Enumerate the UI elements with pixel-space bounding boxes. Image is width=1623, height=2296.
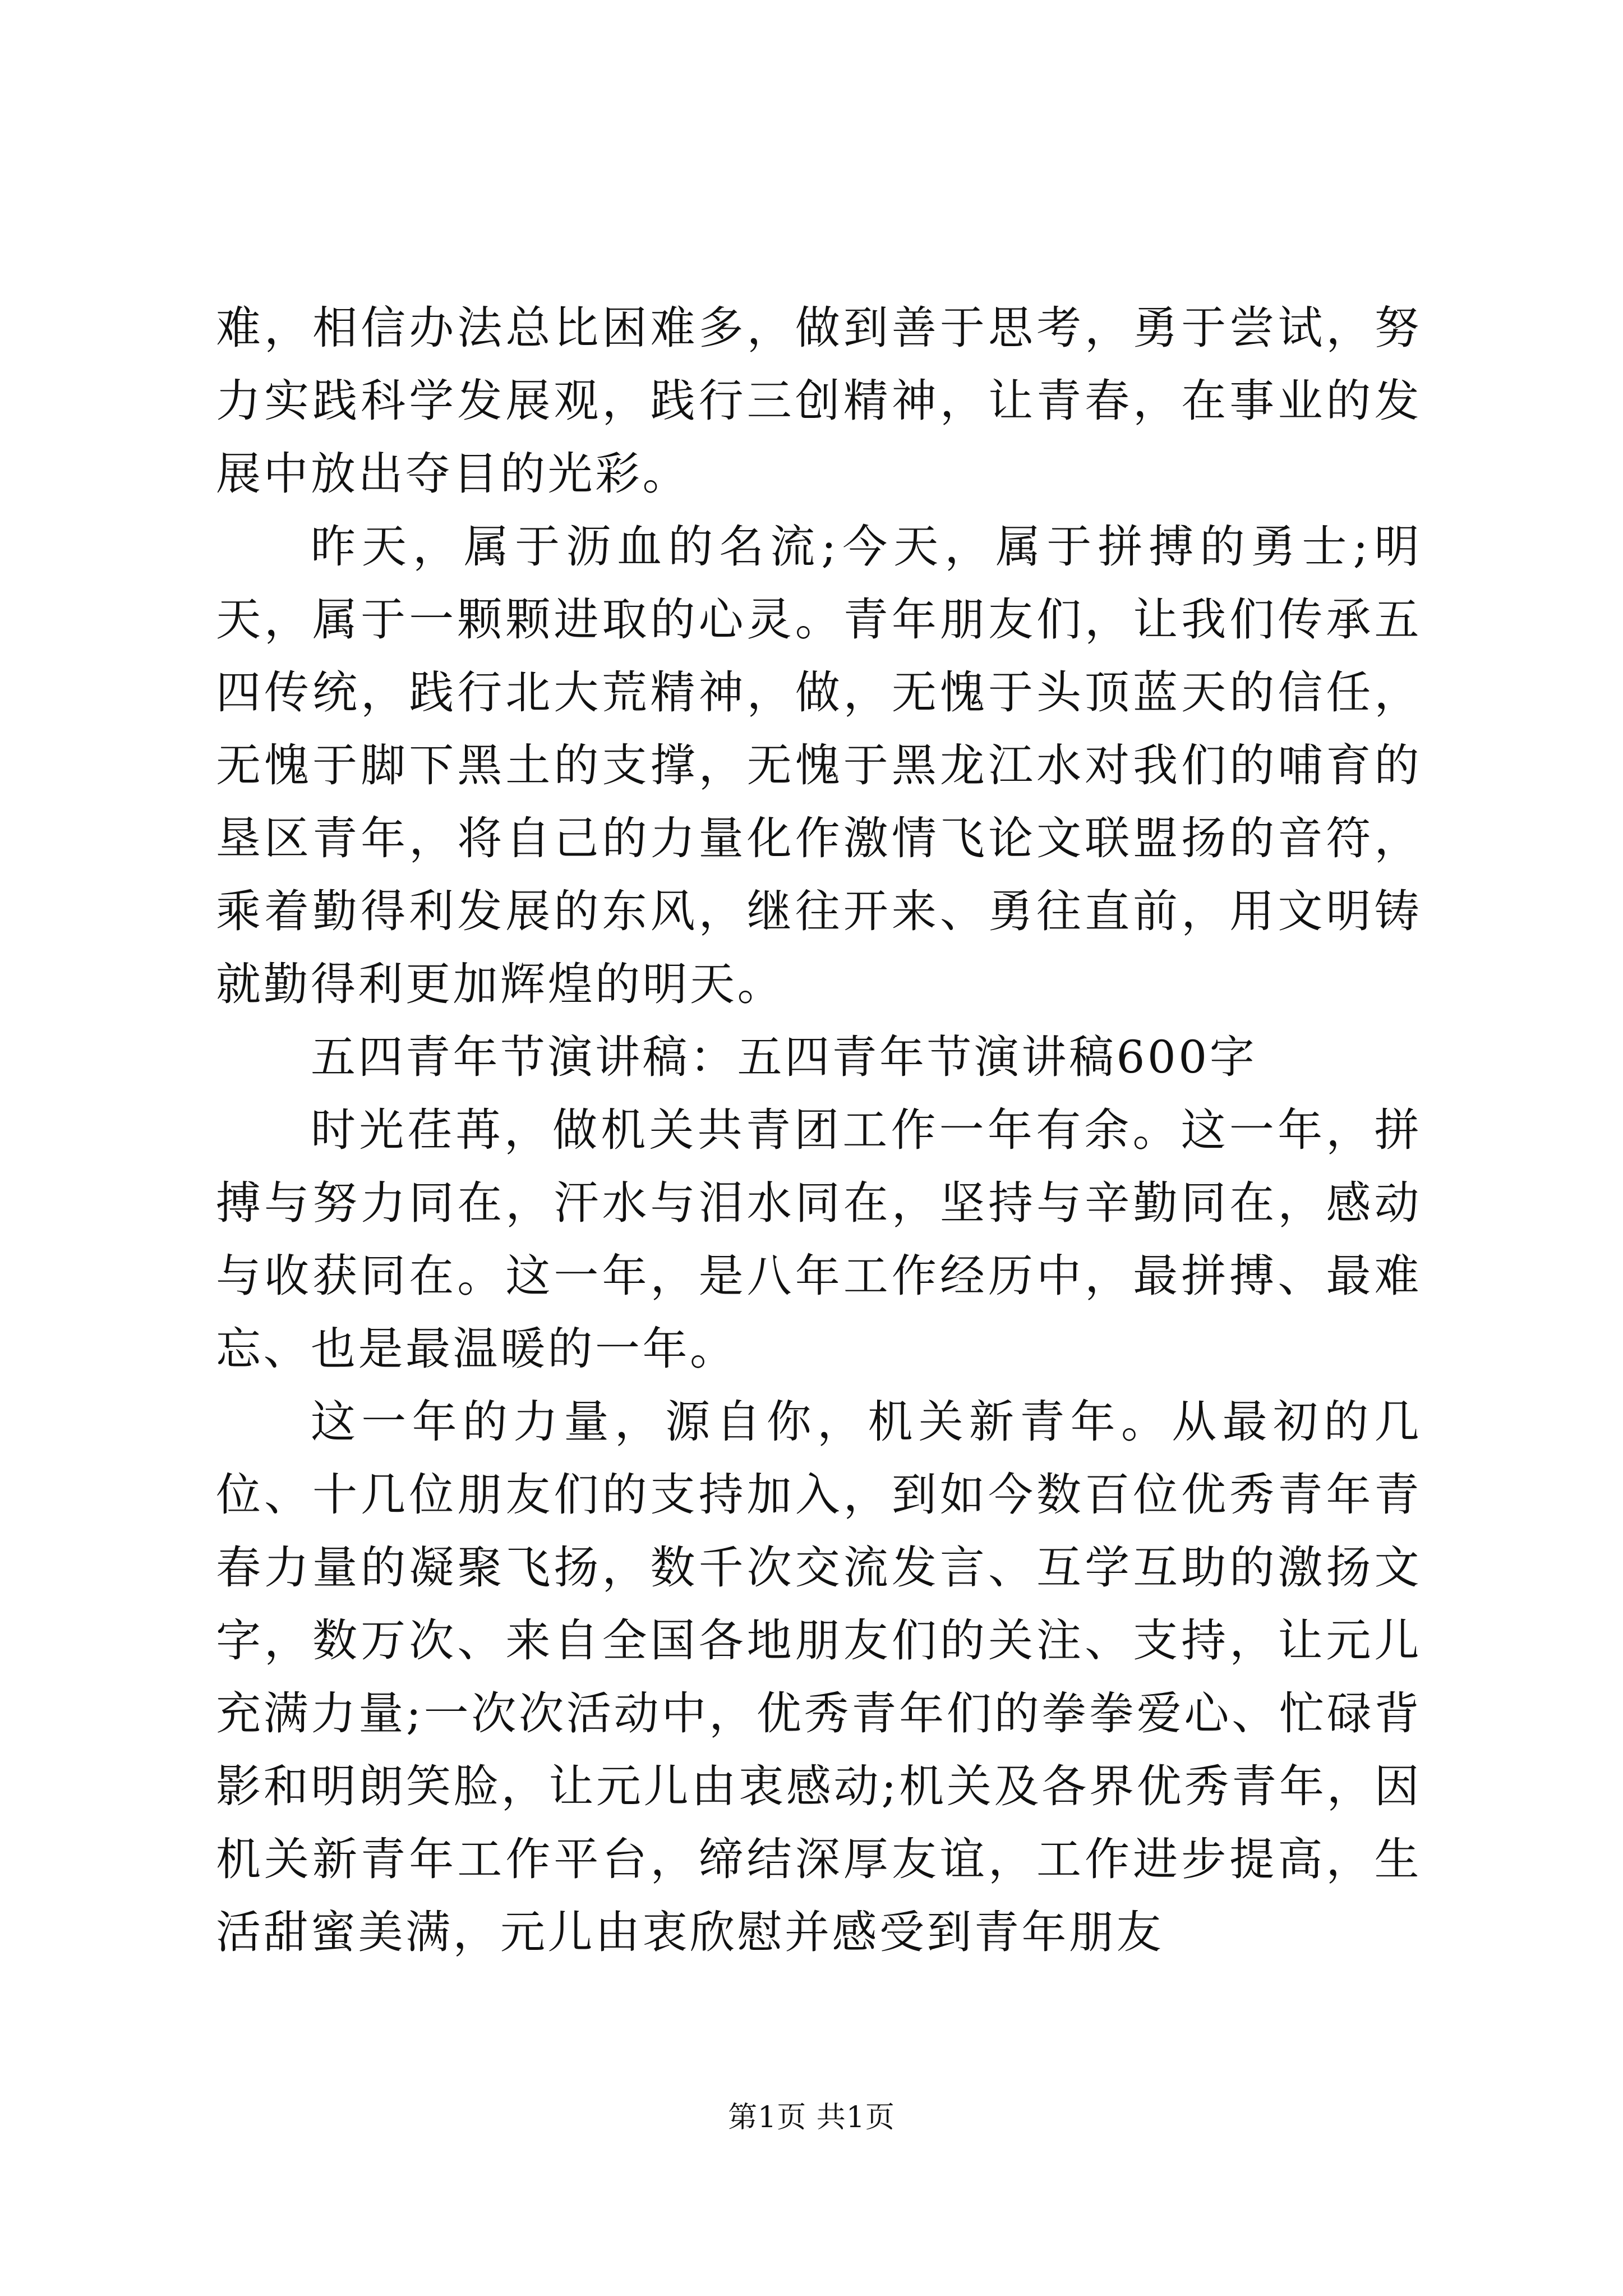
section-heading: 五四青年节演讲稿：五四青年节演讲稿600字 [311, 1031, 1257, 1083]
paragraph: 难，相信办法总比困难多，做到善于思考，勇于尝试，努力实践科学发展观，践行三创精神，让青春，在事业的发展中放出夺目的光彩。 [216, 302, 1422, 500]
paragraph: 这一年的力量，源自你，机关新青年。从最初的几位、十几位朋友们的支持加入，到如今数百位优秀青年青春力量的凝聚飞扬，数千次交流发言、互学互助的激扬文字，数万次、来自全国各地朋友们的关注、支持，让元儿充满力量;一次次活动中，优秀青年们的拳拳爱心、忙碌背影和明朗笑脸，让元儿由衷感动;机关及各界优秀青年，因机关新青年工作平台，缔结深厚友谊，工作进步提高，生活甜蜜美满，元儿由衷欣慰并感受到青年朋友 [216, 1396, 1422, 1958]
paragraph: 昨天，属于沥血的名流;今天，属于拼搏的勇士;明天，属于一颗颗进取的心灵。青年朋友们，让我们传承五四传统，践行北大荒精神，做，无愧于头顶蓝天的信任，无愧于脚下黑土的支撑，无愧于黑龙江水对我们的哺育的垦区青年，将自己的力量化作激情飞论文联盟扬的音符，乘着勤得利发展的东风，继往开来、勇往直前，用文明铸就勤得利更加辉煌的明天。 [216, 521, 1422, 1010]
paragraph: 时光荏苒，做机关共青团工作一年有余。这一年，拼搏与努力同在，汗水与泪水同在，坚持与辛勤同在，感动与收获同在。这一年，是八年工作经历中，最拼搏、最难忘、也是最温暖的一年。 [216, 1104, 1422, 1375]
document-body [216, 292, 1422, 1969]
page-footer: 第1页 共1页 [728, 2101, 895, 2134]
